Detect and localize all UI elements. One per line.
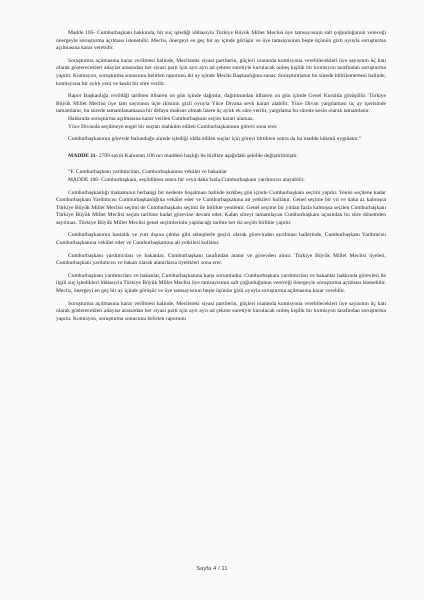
madde-11-label: MADDE 11-	[68, 152, 98, 159]
paragraph-appointment: Cumhurbaşkanı yardımcıları ve bakanlar, Cumhurbaşkanı tarafından atanır ve görevden alınır. Türkiye Büyük Millet Meclisi üyeleri, Cumhurbaşkanı yardımcısı ve bakan olarak atanırlarsa üyelikleri sona erer.	[56, 252, 386, 267]
paragraph-vacancy: Cumhurbaşkanlığı makamının herhangi bir nedenle boşalması halinde kırkbeş gün içinde Cumhurbaşkanı seçimi yapılır. Yenisi seçilene kadar Cumhurbaşkanı Yardımcısı Cumhurbaşkanlığına vekâlet eder ve Cumhurbaşkanına ait yetkileri kullanır. Genel seçime bir yıl ve daha az kalmışsa Türkiye Büyük Millet Meclisi seçimi de Cumhurbaşkanı seçimi ile birlikte yenilenir. Genel seçime bir yıldan fazla kalmışsa seçilen Cumhurbaşkanı Türkiye Büyük Millet Meclisi seçim tarihine kadar görevine devam eder. Kalan süreyi tamamlayan Cumhurbaşkanı açısından bu süre dönemden sayılmaz. Türkiye Büyük Millet Meclisi genel seçimlerinin yapılacağı tarihte her iki seçim birlikte yapılır.	[56, 189, 386, 226]
page-number: Sayfa 4 / 11	[196, 566, 228, 572]
paragraph-section-title: “F. Cumhurbaşkanı yardımcıları, Cumhurbaşkanına vekâlet ve bakanlar	[68, 169, 228, 176]
paragraph-madde-105: Madde 105- Cumhurbaşkanı hakkında, bir suç işlediği iddiasıyla Türkiye Büyük Millet Meclisi üye tamsayısının salt çoğunluğunun vereceği önergeyle soruşturma açılması istenebilir. Meclis, önergeyi en geç bir ay içinde görüşür ve üye tamsayısının beşte üçünün gizli oyuyla soruşturma açılmasına karar verebilir.	[56, 30, 386, 52]
document-body	[56, 30, 386, 323]
paragraph-temporary-absence: Cumhurbaşkanının hastalık ve yurt dışına çıkma gibi sebeplerle geçici olarak görevinden ayrılması hallerinde, Cumhurbaşkanı Yardımcısı Cumhurbaşkanına vekâlet eder ve Cumhurbaşkanına ait yetkileri kullanır.	[56, 232, 386, 247]
paragraph-no-election: Hakkında soruşturma açılmasına karar verilen Cumhurbaşkanı seçim kararı alamaz.	[68, 115, 254, 122]
paragraph-investigation: Soruşturma açılmasına karar verilmesi halinde, Meclisteki siyasi partilerin, güçleri oranında komisyona verebilecekleri üye sayısının üç katı olarak gösterecekleri adaylar arasından her siyasi parti için ayrı ayrı ad çekme suretiyle kurulacak onbeş kişilik bir komisyon tarafından soruşturma yapılır. Komisyon, soruşturma sonucunu belirten raporunu	[56, 300, 386, 322]
paragraph-responsibility: Cumhurbaşkanı yardımcıları ve bakanlar, Cumhurbaşkanına karşı sorumludur. Cumhurbaşkanı yardımcıları ve bakanlar hakkında görevleri ile ilgili suç işledikleri iddiasıyla Türkiye Büyük Millet Meclisi üye tamsayısının salt çoğunluğunun vereceği önergeyle soruşturma açılması istenebilir. Meclis, önergeyi en geç bir ay içinde görüşür ve üye tamsayısının beşte üçünün gizli oyuyla soruşturma açılmasına karar verebilir.	[56, 272, 386, 295]
paragraph-after-term: Cumhurbaşkanının görevde bulunduğu sürede işlediği iddia edilen suçlar için görevi bittikten sonra da bu madde hükmü uygulanır.”	[68, 136, 362, 143]
paragraph-supreme-court: Yüce Divanda seçilmeye engel bir suçtan mahkûm edilen Cumhurbaşkanının görevi sona erer.	[68, 123, 278, 130]
paragraph-madde-11: MADDE 11- 2709 sayılı Kanunun 106 ncı maddesi başlığı ile birlikte aşağıdaki şekilde değiştirilmiştir.	[68, 152, 298, 159]
paragraph-madde-106: MADDE 106- Cumhurbaşkanı, seçildikten sonra bir veya daha fazla Cumhurbaşkanı yardımcısı atayabilir.	[68, 176, 305, 183]
paragraph-commission: Soruşturma açılmasına karar verilmesi halinde, Meclisteki siyasi partilerin, güçleri oranında komisyona verebilecekleri üye sayısının üç katı olarak gösterecekleri adaylar arasından her siyasi parti için ayrı ayrı ad çekme suretiyle kurulacak onbeş kişilik bir komisyon tarafından soruşturma yapılır. Komisyon, soruşturma sonucunu belirten raporunu iki ay içinde Meclis Başkanlığına sunar. Soruşturmanın bu sürede bitirilememesi halinde, komisyona bir aylık yeni ve kesin bir süre verilir.	[56, 57, 386, 87]
paragraph-report: Rapor Başkanlığa verildiği tarihten itibaren on gün içinde dağıtılır, dağıtımından itibaren on gün içinde Genel Kurulda görüşülür. Türkiye Büyük Millet Meclisi üye tam sayısının üçte ikisinin gizli oyuyla Yüce Divana sevk kararı alabilir. Yüce Divan yargılaması üç ay içerisinde tamamlanır, bu sürede tamamlanamazsa bir defaya mahsus olmak üzere üç aylık ek süre verilir, yargılama bu sürede kesin olarak tamamlanır.	[56, 93, 386, 115]
